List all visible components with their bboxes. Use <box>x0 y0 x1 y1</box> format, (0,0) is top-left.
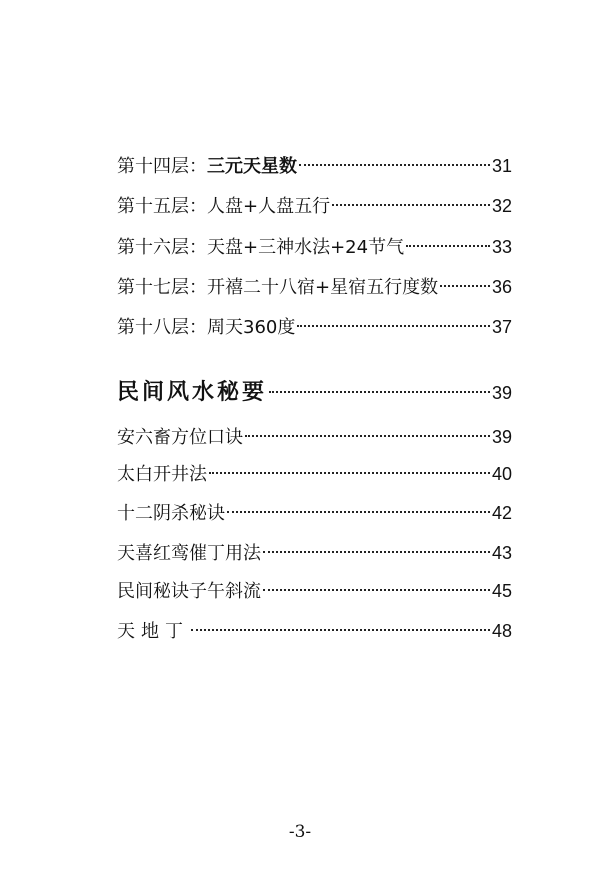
section-title: 民间风水秘要 <box>117 380 268 405</box>
page-number: 42 <box>491 503 512 523</box>
page-number: 32 <box>491 196 512 216</box>
toc-entry-layer-18[interactable] <box>117 309 512 338</box>
entry-title: 天地丁 <box>117 621 189 642</box>
page-number: 39 <box>491 383 512 403</box>
toc-entry-layer-16[interactable] <box>117 229 512 258</box>
page-number: 48 <box>491 621 512 641</box>
page-number: 39 <box>491 427 512 447</box>
entry-title: 安六畜方位口诀 <box>117 427 243 448</box>
dot-leader <box>191 613 490 637</box>
dot-leader <box>299 148 490 172</box>
layer-prefix: 第十五层： <box>117 196 207 217</box>
dot-leader <box>227 495 490 519</box>
entry-title: 太白开井法 <box>117 464 207 485</box>
dot-leader <box>269 375 490 399</box>
dot-leader <box>263 573 490 597</box>
dot-leader <box>332 188 490 212</box>
page-footer-number: -3- <box>288 822 312 842</box>
dot-leader <box>406 229 490 253</box>
toc-entry-layer-17[interactable] <box>117 269 512 298</box>
entry-title: 开禧二十八宿+星宿五行度数 <box>207 277 439 298</box>
toc-entry[interactable] <box>117 535 512 564</box>
page-number: 36 <box>491 277 512 297</box>
toc-entry[interactable] <box>117 495 512 524</box>
toc-entry-layer-15[interactable] <box>117 188 512 217</box>
dot-leader <box>209 456 490 480</box>
page-number: 31 <box>491 156 512 176</box>
layer-prefix: 第十四层： <box>117 156 207 177</box>
dot-leader <box>263 535 490 559</box>
layer-prefix: 第十七层： <box>117 277 207 298</box>
entry-title: 周天360度 <box>207 317 296 338</box>
page-number: 45 <box>491 581 512 601</box>
toc-section-heading[interactable] <box>117 375 512 405</box>
page-number: 43 <box>491 543 512 563</box>
entry-title: 天盘+三神水法+24节气 <box>207 237 405 258</box>
entry-title: 三元天星数 <box>207 156 297 177</box>
page-number: 40 <box>491 464 512 484</box>
dot-leader <box>297 309 490 333</box>
toc-entry[interactable] <box>117 456 512 485</box>
toc-entry[interactable] <box>117 613 512 642</box>
entry-title: 天喜红鸾催丁用法 <box>117 543 261 564</box>
entry-title: 人盘+人盘五行 <box>207 196 331 217</box>
toc-entry[interactable] <box>117 419 512 448</box>
dot-leader <box>440 269 490 293</box>
dot-leader <box>245 419 490 443</box>
toc-entry[interactable] <box>117 573 512 602</box>
layer-prefix: 第十六层： <box>117 237 207 258</box>
entry-title: 十二阴杀秘诀 <box>117 503 225 524</box>
page-number: 33 <box>491 237 512 257</box>
toc-entry-layer-14[interactable] <box>117 148 512 177</box>
page-number: 37 <box>491 317 512 337</box>
layer-prefix: 第十八层： <box>117 317 207 338</box>
entry-title: 民间秘诀子午斜流 <box>117 581 261 602</box>
